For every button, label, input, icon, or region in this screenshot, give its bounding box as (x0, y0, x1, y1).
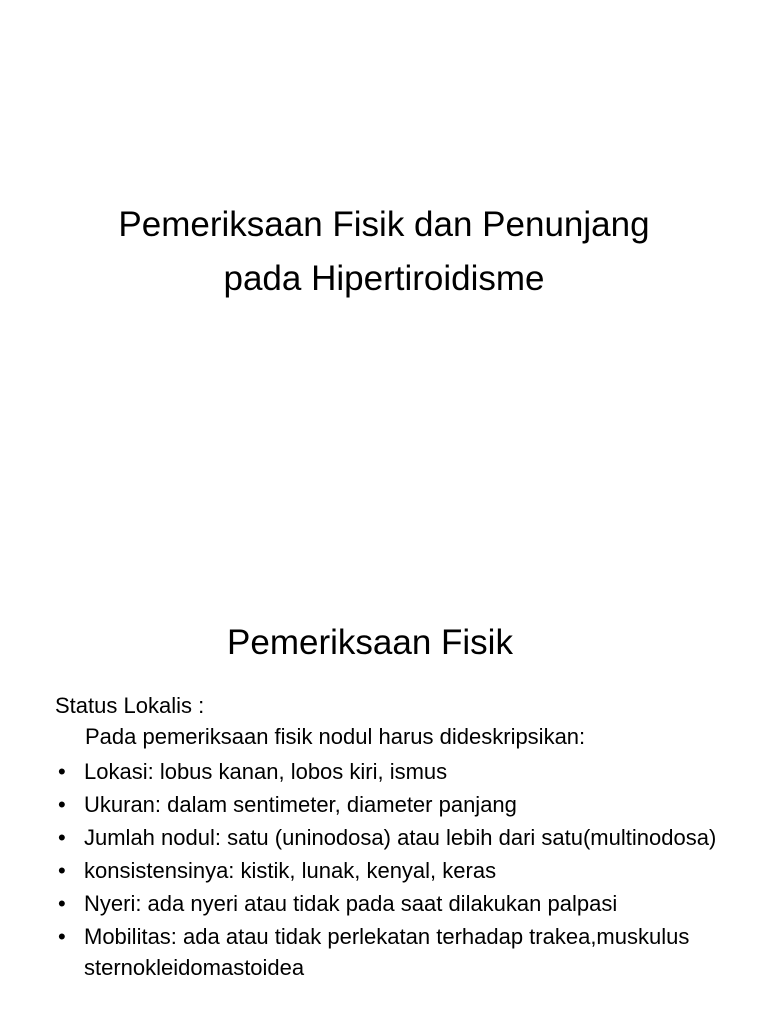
slide-title-line-2: pada Hipertiroidisme (223, 259, 545, 298)
list-item (55, 855, 745, 886)
list-item (55, 756, 745, 787)
bullet-icon: • (58, 759, 66, 784)
bullet-icon: • (58, 858, 66, 883)
bullet-list (55, 756, 745, 983)
list-item-text: Ukuran: dalam sentimeter, diameter panjang (84, 792, 517, 817)
list-item (55, 888, 745, 919)
slide-title-line-1: Pemeriksaan Fisik dan Penunjang (118, 205, 650, 244)
slide-body (55, 691, 745, 985)
bullet-icon: • (58, 891, 66, 916)
list-item-text: Mobilitas: ada atau tidak perlekatan terhadap trakea,muskulus sternokleidomastoidea (84, 924, 690, 980)
intro-text: Pada pemeriksaan fisik nodul harus dideskripsikan: (85, 724, 586, 749)
bullet-icon: • (58, 924, 66, 949)
list-item-text: konsistensinya: kistik, lunak, kenyal, keras (84, 858, 497, 883)
list-item (55, 789, 745, 820)
list-item-text: Nyeri: ada nyeri atau tidak pada saat dilakukan palpasi (84, 891, 618, 916)
slide-title (0, 198, 768, 306)
status-label: Status Lokalis : (55, 693, 205, 718)
list-item (55, 921, 745, 983)
bullet-icon: • (58, 792, 66, 817)
slide-physical-exam (0, 576, 768, 1024)
list-item-text: Jumlah nodul: satu (uninodosa) atau lebih dari satu(multinodosa) (84, 825, 717, 850)
section-heading: Pemeriksaan Fisik (227, 623, 513, 662)
list-item (55, 822, 745, 853)
bullet-icon: • (58, 825, 66, 850)
list-item-text: Lokasi: lobus kanan, lobos kiri, ismus (84, 759, 448, 784)
